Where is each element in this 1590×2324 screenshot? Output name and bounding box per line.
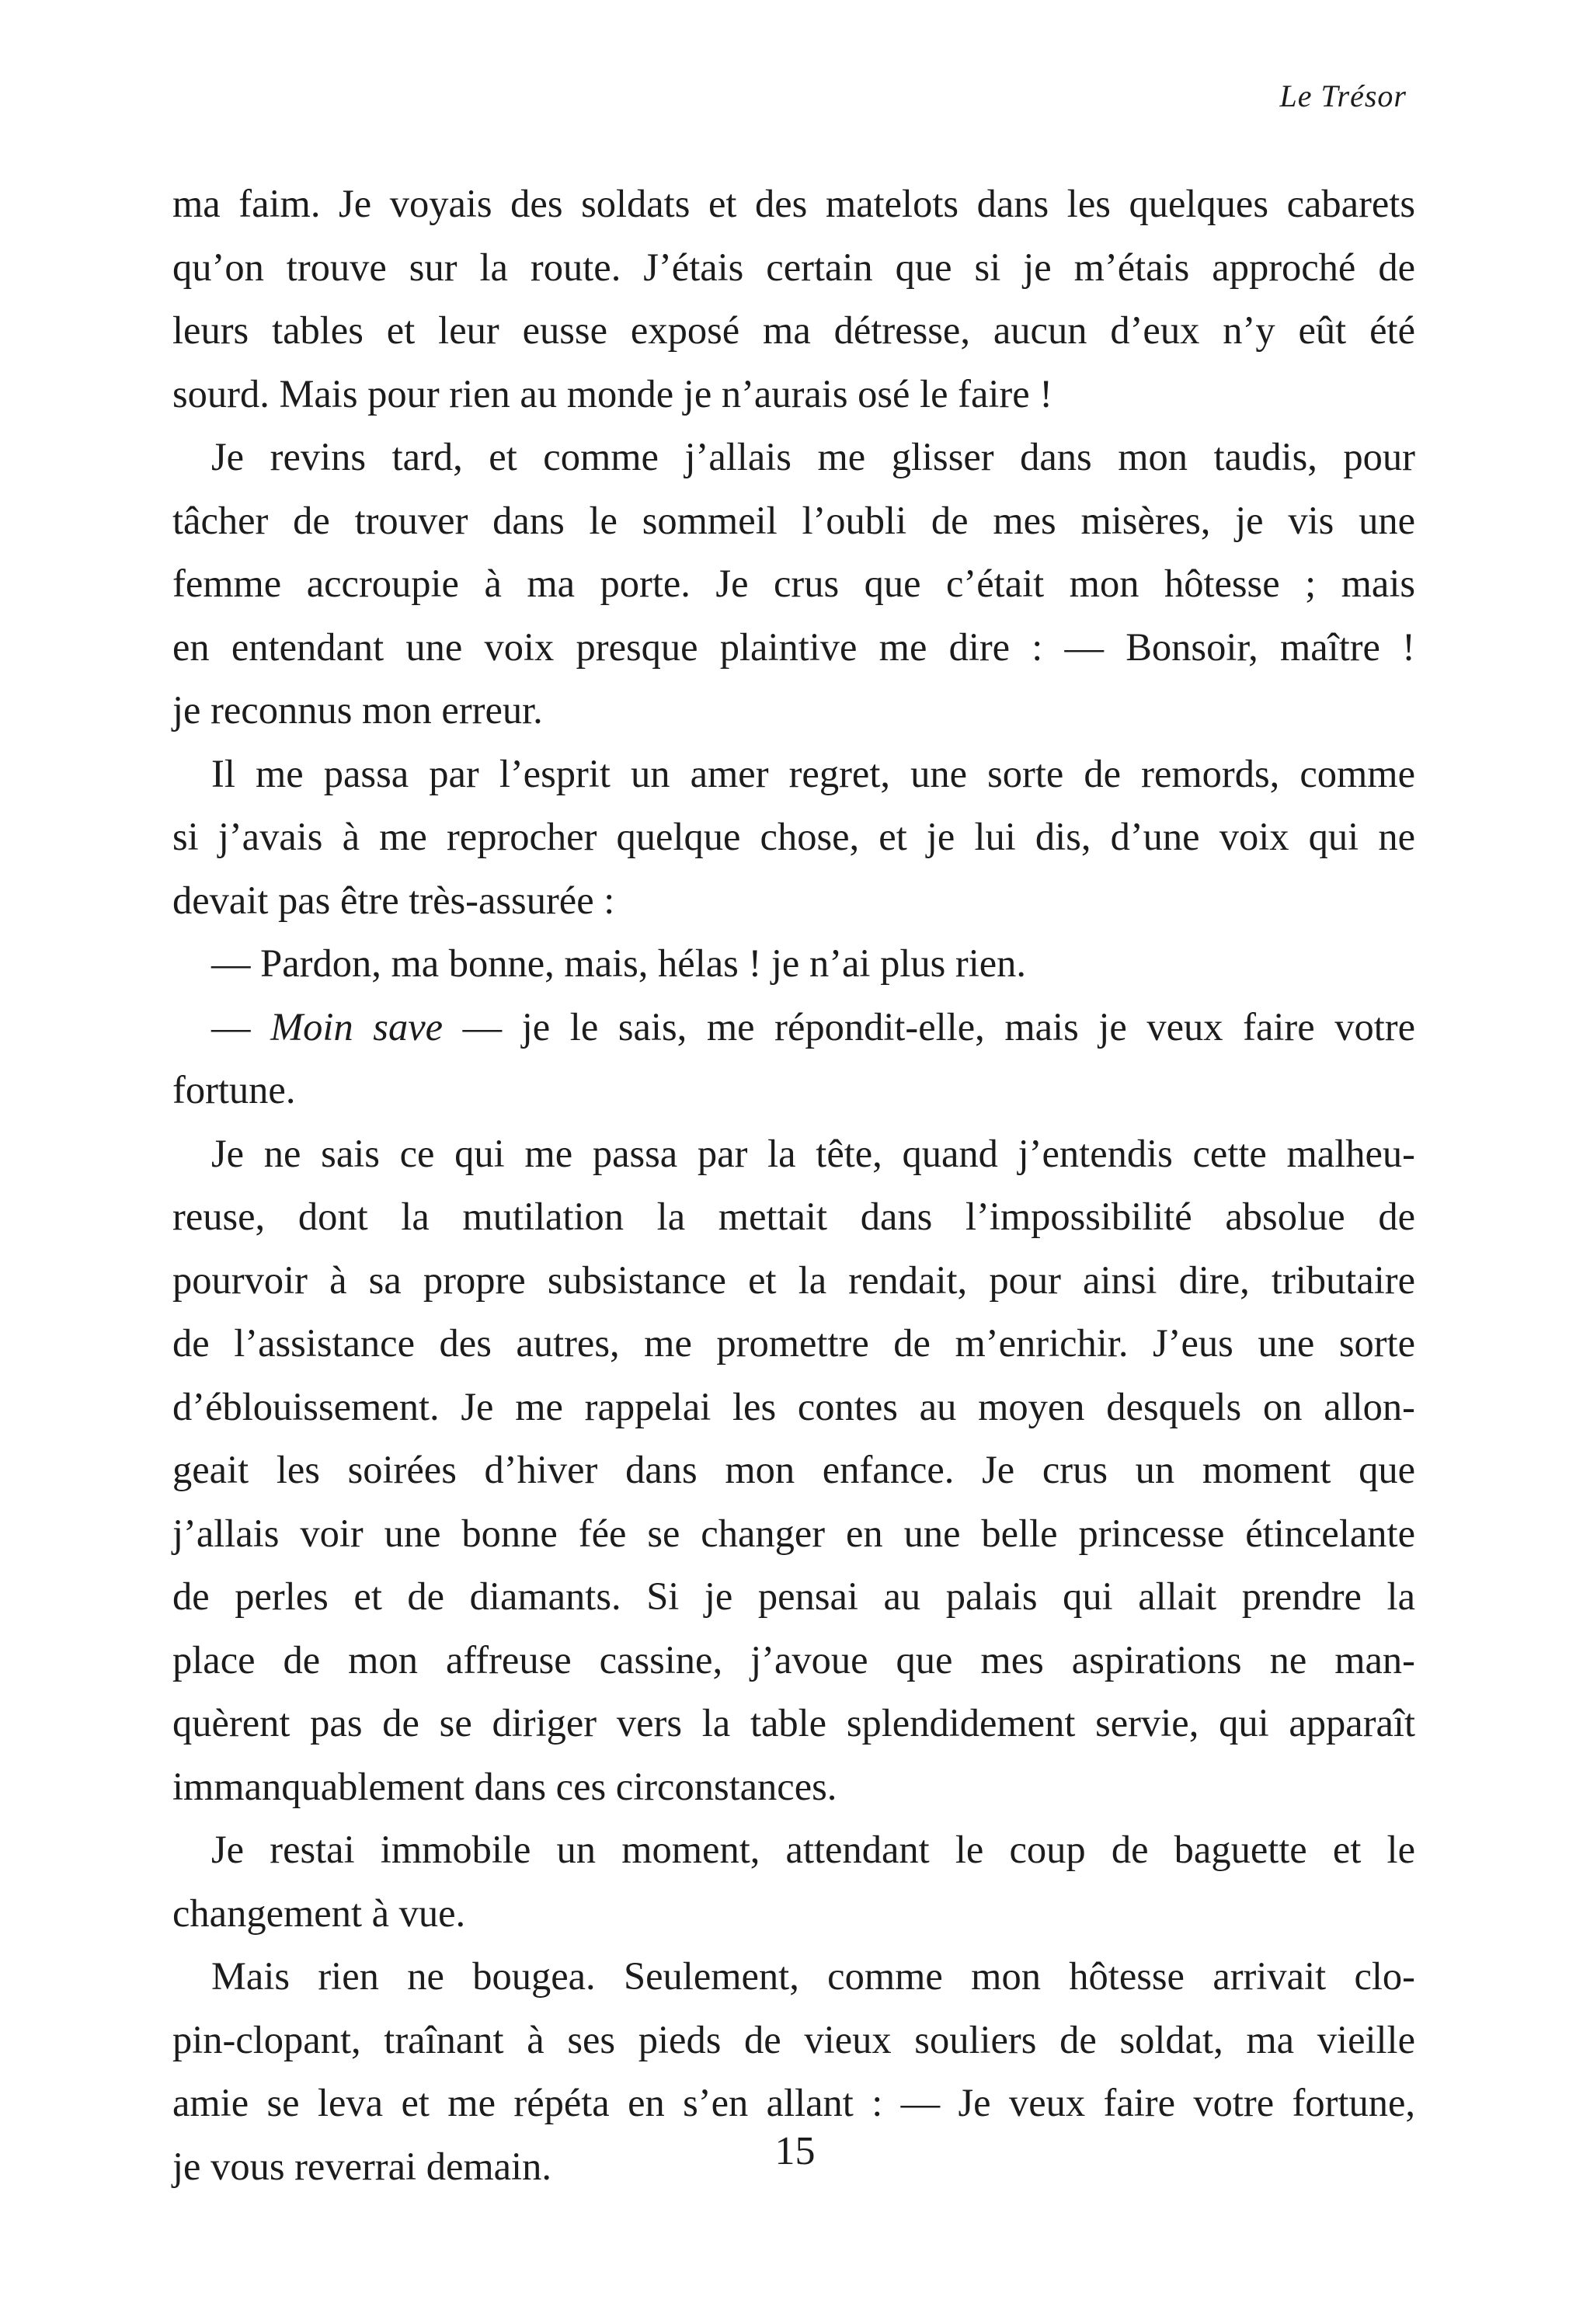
text-line: je vous reverrai demain. — [172, 2144, 551, 2188]
paragraph — [172, 1818, 1415, 1945]
text-line: leurs tables et leur eusse exposé ma détresse, aucun d’eux n’y eût été — [172, 308, 1415, 352]
text-line — [172, 996, 1415, 1059]
running-header: Le Trésor — [1279, 78, 1407, 113]
text-line: Je revins tard, et comme j’allais me glisser dans mon taudis, pour — [211, 435, 1415, 478]
dialogue-dash: — — [211, 1004, 251, 1049]
text-line: ma faim. Je voyais des soldats et des matelots dans les quelques cabarets — [172, 182, 1415, 225]
text-line: femme accroupie à ma porte. Je crus que c’était mon hôtesse ; mais — [172, 562, 1415, 605]
text-line: reuse, dont la mutilation la mettait dans l’impossibilité absolue de — [172, 1195, 1415, 1238]
text-line: amie se leva et me répéta en s’en allant : — Je veux faire votre fortune, — [172, 2081, 1415, 2124]
page-number: 15 — [774, 2129, 816, 2173]
paragraph — [172, 1122, 1415, 1819]
body-text — [172, 172, 1415, 2198]
text-line: immanquablement dans ces circonstances. — [172, 1764, 837, 1808]
text-line: d’éblouissement. Je me rappelai les contes au moyen desquels on allon- — [172, 1384, 1415, 1428]
text-line: si j’avais à me reprocher quelque chose, et je lui dis, d’une voix qui ne — [172, 815, 1415, 858]
text-line: en entendant une voix presque plaintive me dire : — Bonsoir, maître ! — [172, 624, 1415, 669]
dialogue-paragraph — [172, 932, 1415, 996]
text-line: de l’assistance des autres, me promettre de m’enrichir. J’eus une sorte — [172, 1321, 1415, 1365]
text-line: — Pardon, ma bonne, mais, hélas ! je n’ai plus rien. — [211, 941, 1027, 985]
paragraph — [172, 426, 1415, 743]
text-line: pourvoir à sa propre subsistance et la rendait, pour ainsi dire, tributaire — [172, 1258, 1415, 1302]
text-line: place de mon affreuse cassine, j’avoue que mes aspirations ne man- — [172, 1637, 1415, 1682]
text-line: changement à vue. — [172, 1891, 466, 1935]
text-line: Je ne sais ce qui me passa par la tête, quand j’entendis cette malheu- — [211, 1131, 1415, 1175]
text-line: je reconnus mon erreur. — [172, 688, 543, 732]
text-line: devait pas être très-assurée : — [172, 878, 615, 922]
text-line: fortune. — [172, 1068, 296, 1112]
text-line: qu’on trouve sur la route. J’étais certain que si je m’étais approché de — [172, 245, 1415, 289]
text-line: j’allais voir une bonne fée se changer en une belle princesse étincelante — [172, 1511, 1415, 1555]
creole-phrase: Moin save — [270, 1004, 444, 1049]
text-line: tâcher de trouver dans le sommeil l’oubli de mes misères, je vis une — [172, 498, 1415, 542]
text-line: geait les soirées d’hiver dans mon enfance. Je crus un moment que — [172, 1448, 1415, 1491]
paragraph — [172, 172, 1415, 426]
text-line: Mais rien ne bougea. Seulement, comme mon hôtesse arrivait clo- — [211, 1954, 1415, 1998]
text-line: pin-clopant, traînant à ses pieds de vieux souliers de soldat, ma vieille — [172, 2017, 1415, 2061]
paragraph — [172, 743, 1415, 933]
text-line: Il me passa par l’esprit un amer regret, une sorte de remords, comme — [211, 751, 1415, 795]
text-line: sourd. Mais pour rien au monde je n’aurais osé le faire ! — [172, 371, 1053, 416]
dialogue-text: — je le sais, me répondit-elle, mais je veux faire votre — [462, 1004, 1416, 1049]
text-line: de perles et de diamants. Si je pensai au palais qui allait prendre la — [172, 1574, 1415, 1618]
dialogue-paragraph — [172, 996, 1415, 1122]
text-line: Je restai immobile un moment, attendant le coup de baguette et le — [211, 1828, 1415, 1871]
text-line: quèrent pas de se diriger vers la table splendidement servie, qui apparaît — [172, 1701, 1415, 1745]
